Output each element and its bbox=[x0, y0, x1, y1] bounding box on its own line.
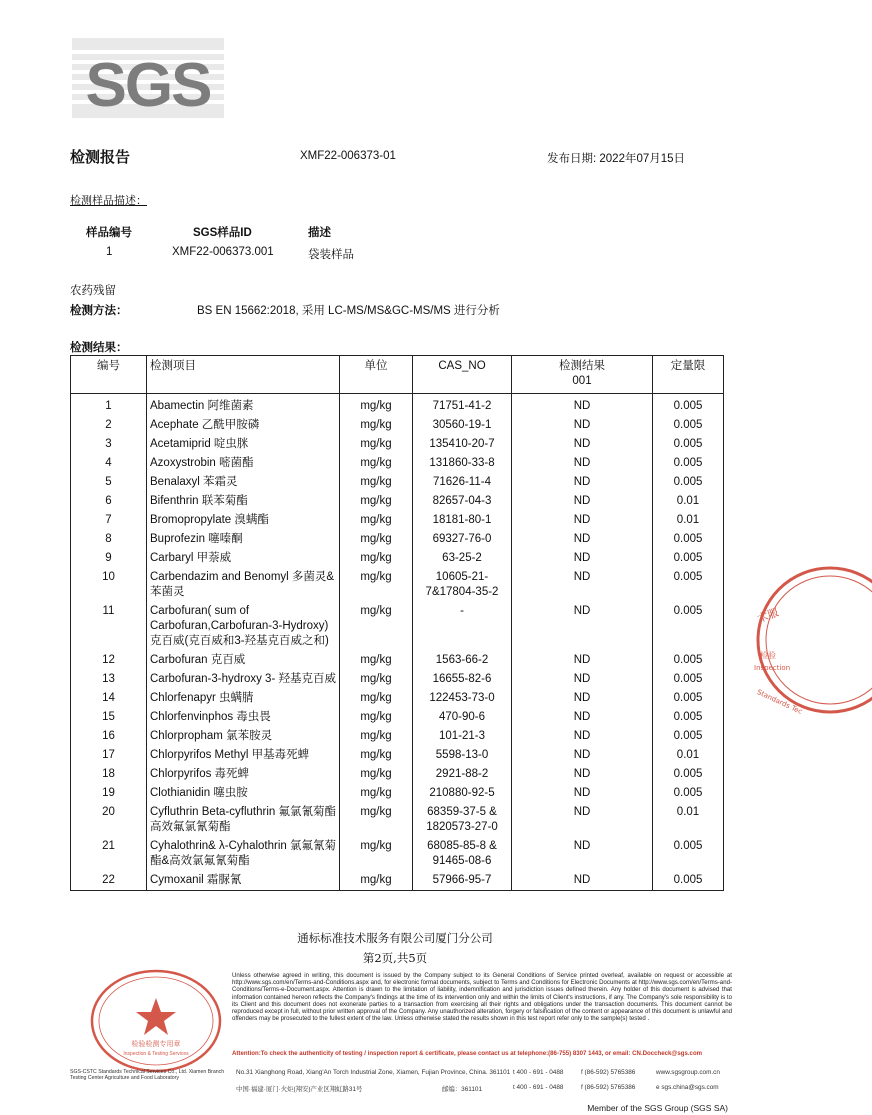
legal-text: Unless otherwise agreed in writing, this document is issued by the Company subject to its General Conditions of Service printed overleaf, available on request or accessible at http://www.sgs.com/en/Terms-and-Conditions.aspx and, for electronic format documents, subject to Terms and Conditions for Electronic Documents at http://www.sgs.com/en/Terms-and-Conditions/Terms-e-Document.aspx. Attention is drawn to the limitation of liability, indemnification and jurisdiction issues defined therein. Any holder of this document is advised that information contained hereon reflects the Company's findings at the time of its intervention only and within the limits of Client's instructions, if any. The Company's sole responsibility is to its Client and this document does not exonerate parties to a transaction from exercising all their rights and obligations under the transaction documents. This document cannot be reproduced except in full, without prior written approval of the Company. Any unauthorized alteration, forgery or falsification of the content or appearance of this document is unlawful and offenders may be prosecuted to the fullest extent of the law. Unless otherwise stated the results shown in this test report refer only to the sample(s) tested . bbox=[232, 972, 732, 1023]
table-row bbox=[71, 727, 724, 746]
row-no: 8 bbox=[71, 530, 147, 549]
result: ND bbox=[512, 837, 653, 871]
table-row bbox=[71, 492, 724, 511]
loq: 0.005 bbox=[653, 394, 724, 417]
row-no: 17 bbox=[71, 746, 147, 765]
result: ND bbox=[512, 727, 653, 746]
row-no: 7 bbox=[71, 511, 147, 530]
row-no: 21 bbox=[71, 837, 147, 871]
row-no: 14 bbox=[71, 689, 147, 708]
loq: 0.005 bbox=[653, 416, 724, 435]
cas-no: 71626-11-4 bbox=[413, 473, 512, 492]
loq: 0.005 bbox=[653, 651, 724, 670]
cas-no: 5598-13-0 bbox=[413, 746, 512, 765]
issue-date: 发布日期: 2022年07月15日 bbox=[547, 153, 686, 165]
row-no: 5 bbox=[71, 473, 147, 492]
cn-address: 中国·福建·厦门·火炬(翔安)产业区翔虹路31号 bbox=[236, 1086, 363, 1093]
loq: 0.005 bbox=[653, 568, 724, 602]
row-no: 20 bbox=[71, 803, 147, 837]
test-item: Cymoxanil 霜脲氰 bbox=[147, 871, 340, 891]
col-header-item: 检测项目 bbox=[147, 356, 340, 394]
footer-cn-line bbox=[70, 1084, 725, 1093]
test-item: Chlorpyrifos Methyl 甲基毒死蜱 bbox=[147, 746, 340, 765]
result: ND bbox=[512, 708, 653, 727]
web: www.sgsgroup.com.cn bbox=[656, 1069, 720, 1076]
row-no: 9 bbox=[71, 549, 147, 568]
unit: mg/kg bbox=[340, 765, 413, 784]
test-item: Azoxystrobin 嘧菌酯 bbox=[147, 454, 340, 473]
test-item: Chlorfenvinphos 毒虫畏 bbox=[147, 708, 340, 727]
test-item: Chlorfenapyr 虫螨腈 bbox=[147, 689, 340, 708]
result: ND bbox=[512, 784, 653, 803]
table-row bbox=[71, 784, 724, 803]
cas-no: 30560-19-1 bbox=[413, 416, 512, 435]
tel-cn: t 400 - 691 - 0488 bbox=[513, 1084, 564, 1091]
cas-no: 68359-37-5 & 1820573-27-0 bbox=[413, 803, 512, 837]
row-no: 12 bbox=[71, 651, 147, 670]
col-header-result: 检测结果 001 bbox=[512, 356, 653, 394]
table-row bbox=[71, 837, 724, 871]
unit: mg/kg bbox=[340, 530, 413, 549]
table-row bbox=[71, 803, 724, 837]
col-header-no: 编号 bbox=[71, 356, 147, 394]
test-item: Carbofuran 克百威 bbox=[147, 651, 340, 670]
loq: 0.005 bbox=[653, 765, 724, 784]
stamp-label: 检验检测专用章 bbox=[131, 1040, 181, 1048]
table-row bbox=[71, 435, 724, 454]
report-number: XMF22-006373-01 bbox=[300, 150, 396, 162]
test-item: Abamectin 阿维菌素 bbox=[147, 394, 340, 417]
method-label: 检测方法： bbox=[70, 303, 128, 317]
result: ND bbox=[512, 765, 653, 784]
table-row bbox=[71, 394, 724, 417]
col-header-unit: 单位 bbox=[340, 356, 413, 394]
unit: mg/kg bbox=[340, 689, 413, 708]
table-row bbox=[71, 765, 724, 784]
en-company: SGS-CSTC Standards Technical Services Co., Ltd. Xiamen Branch Testing Center Agriculture and Food Laboratory bbox=[70, 1069, 225, 1081]
tel: t 400 - 691 - 0488 bbox=[513, 1069, 564, 1076]
loq: 0.005 bbox=[653, 708, 724, 727]
results-label: 检测结果： bbox=[70, 340, 128, 354]
svg-text:检验: 检验 bbox=[760, 651, 776, 660]
results-body bbox=[71, 394, 724, 891]
sample-no-header: 样品编号 bbox=[86, 227, 132, 239]
logo-text: SGS bbox=[85, 51, 211, 120]
cas-no: 63-25-2 bbox=[413, 549, 512, 568]
row-no: 10 bbox=[71, 568, 147, 602]
loq: 0.005 bbox=[653, 837, 724, 871]
unit: mg/kg bbox=[340, 454, 413, 473]
loq: 0.005 bbox=[653, 530, 724, 549]
official-stamp bbox=[88, 968, 224, 1074]
email: e sgs.china@sgs.com bbox=[656, 1084, 719, 1091]
result: ND bbox=[512, 454, 653, 473]
side-stamp bbox=[752, 558, 804, 723]
en-address: No.31 Xianghong Road, Xiang'An Torch Industrial Zone, Xiamen, Fujian Province, China. 361101 bbox=[236, 1069, 511, 1076]
unit: mg/kg bbox=[340, 435, 413, 454]
unit: mg/kg bbox=[340, 837, 413, 871]
row-no: 2 bbox=[71, 416, 147, 435]
method-value: BS EN 15662:2018, 采用 LC-MS/MS&GC-MS/MS 进行分析 bbox=[197, 305, 500, 317]
loq: 0.005 bbox=[653, 670, 724, 689]
row-no: 6 bbox=[71, 492, 147, 511]
company-name: 通标标准技术服务有限公司厦门分公司 bbox=[297, 931, 493, 945]
result: ND bbox=[512, 530, 653, 549]
loq: 0.005 bbox=[653, 602, 724, 651]
unit: mg/kg bbox=[340, 871, 413, 891]
member-note: Member of the SGS Group (SGS SA) bbox=[587, 1103, 728, 1113]
description-value: 袋装样品 bbox=[308, 249, 354, 261]
table-row bbox=[71, 416, 724, 435]
loq: 0.005 bbox=[653, 549, 724, 568]
table-row bbox=[71, 651, 724, 670]
col-header-loq: 定量限 bbox=[653, 356, 724, 394]
unit: mg/kg bbox=[340, 492, 413, 511]
cas-no: 16655-82-6 bbox=[413, 670, 512, 689]
loq: 0.01 bbox=[653, 746, 724, 765]
table-row bbox=[71, 602, 724, 651]
cas-no: 101-21-3 bbox=[413, 727, 512, 746]
row-no: 18 bbox=[71, 765, 147, 784]
description-header: 描述 bbox=[308, 227, 331, 239]
sgs-logo bbox=[72, 38, 224, 118]
stamp-en: Inspection & Testing Services bbox=[123, 1051, 189, 1057]
svg-text:Standards Tec: Standards Tec bbox=[755, 688, 804, 716]
unit: mg/kg bbox=[340, 651, 413, 670]
result: ND bbox=[512, 746, 653, 765]
cas-no: 1563-66-2 bbox=[413, 651, 512, 670]
result: ND bbox=[512, 689, 653, 708]
cas-no: 69327-76-0 bbox=[413, 530, 512, 549]
cas-no: 71751-41-2 bbox=[413, 394, 512, 417]
table-row bbox=[71, 871, 724, 891]
cas-no: 135410-20-7 bbox=[413, 435, 512, 454]
test-item: Acetamiprid 啶虫脒 bbox=[147, 435, 340, 454]
unit: mg/kg bbox=[340, 803, 413, 837]
table-row bbox=[71, 689, 724, 708]
page-indicator: 第2页,共5页 bbox=[362, 951, 428, 965]
table-row bbox=[71, 454, 724, 473]
result: ND bbox=[512, 871, 653, 891]
unit: mg/kg bbox=[340, 708, 413, 727]
row-no: 15 bbox=[71, 708, 147, 727]
authenticity-notice: Attention:To check the authenticity of testing / inspection report & certificate, please contact us at telephone:(86-755) 8307 1443, or email: CN.Doccheck@sgs.com bbox=[232, 1050, 703, 1057]
loq: 0.005 bbox=[653, 473, 724, 492]
unit: mg/kg bbox=[340, 784, 413, 803]
unit: mg/kg bbox=[340, 549, 413, 568]
result: ND bbox=[512, 394, 653, 417]
svg-text:术服: 术服 bbox=[755, 605, 781, 626]
test-item: Chlorpyrifos 毒死蜱 bbox=[147, 765, 340, 784]
cas-no: 18181-80-1 bbox=[413, 511, 512, 530]
fax-cn: f (86-592) 5765386 bbox=[581, 1084, 636, 1091]
cas-no: 10605-21-7&17804-35-2 bbox=[413, 568, 512, 602]
cas-no: 57966-95-7 bbox=[413, 871, 512, 891]
cas-no: 68085-85-8 & 91465-08-6 bbox=[413, 837, 512, 871]
result: ND bbox=[512, 549, 653, 568]
unit: mg/kg bbox=[340, 746, 413, 765]
sample-description-label: 检测样品描述： bbox=[70, 194, 147, 207]
test-item: Cyhalothrin& λ-Cyhalothrin 氯氟氰菊酯&高效氯氟氰菊酯 bbox=[147, 837, 340, 871]
test-item: Buprofezin 噻嗪酮 bbox=[147, 530, 340, 549]
loq: 0.01 bbox=[653, 511, 724, 530]
loq: 0.005 bbox=[653, 784, 724, 803]
unit: mg/kg bbox=[340, 670, 413, 689]
test-item: Carbofuran( sum of Carbofuran,Carbofuran-3-Hydroxy) 克百威(克百威和3-羟基克百威之和) bbox=[147, 602, 340, 651]
sgs-sample-id-header: SGS样品ID bbox=[193, 227, 252, 239]
loq: 0.01 bbox=[653, 803, 724, 837]
unit: mg/kg bbox=[340, 416, 413, 435]
test-item: Acephate 乙酰甲胺磷 bbox=[147, 416, 340, 435]
row-no: 1 bbox=[71, 394, 147, 417]
footer-en-line bbox=[70, 1069, 725, 1081]
results-header-row bbox=[71, 356, 724, 394]
table-row bbox=[71, 473, 724, 492]
unit: mg/kg bbox=[340, 568, 413, 602]
table-row bbox=[71, 708, 724, 727]
loq: 0.005 bbox=[653, 454, 724, 473]
fax: f (86-592) 5765386 bbox=[581, 1069, 636, 1076]
test-item: Benalaxyl 苯霜灵 bbox=[147, 473, 340, 492]
result: ND bbox=[512, 511, 653, 530]
result: ND bbox=[512, 651, 653, 670]
cas-no: 131860-33-8 bbox=[413, 454, 512, 473]
unit: mg/kg bbox=[340, 511, 413, 530]
test-item: Bifenthrin 联苯菊酯 bbox=[147, 492, 340, 511]
result: ND bbox=[512, 473, 653, 492]
svg-text:Inspection: Inspection bbox=[754, 664, 791, 672]
result: ND bbox=[512, 435, 653, 454]
cas-no: 470-90-6 bbox=[413, 708, 512, 727]
sample-no-value: 1 bbox=[106, 246, 113, 258]
table-row bbox=[71, 670, 724, 689]
unit: mg/kg bbox=[340, 602, 413, 651]
result: ND bbox=[512, 416, 653, 435]
table-row bbox=[71, 511, 724, 530]
row-no: 4 bbox=[71, 454, 147, 473]
cas-no: 2921-88-2 bbox=[413, 765, 512, 784]
test-item: Chlorpropham 氯苯胺灵 bbox=[147, 727, 340, 746]
loq: 0.01 bbox=[653, 492, 724, 511]
cas-no: - bbox=[413, 602, 512, 651]
test-item: Clothianidin 噻虫胺 bbox=[147, 784, 340, 803]
cas-no: 122453-73-0 bbox=[413, 689, 512, 708]
report-title: 检测报告 bbox=[70, 148, 131, 166]
table-row bbox=[71, 549, 724, 568]
table-row bbox=[71, 568, 724, 602]
result: ND bbox=[512, 492, 653, 511]
result: ND bbox=[512, 568, 653, 602]
test-item: Bromopropylate 溴螨酯 bbox=[147, 511, 340, 530]
unit: mg/kg bbox=[340, 394, 413, 417]
unit: mg/kg bbox=[340, 473, 413, 492]
results-table bbox=[70, 355, 724, 891]
test-item: Carbofuran-3-hydroxy 3- 羟基克百威 bbox=[147, 670, 340, 689]
table-row bbox=[71, 746, 724, 765]
row-no: 22 bbox=[71, 871, 147, 891]
loq: 0.005 bbox=[653, 435, 724, 454]
cas-no: 82657-04-3 bbox=[413, 492, 512, 511]
result: ND bbox=[512, 670, 653, 689]
col-header-cas: CAS_NO bbox=[413, 356, 512, 394]
table-row bbox=[71, 530, 724, 549]
row-no: 13 bbox=[71, 670, 147, 689]
loq: 0.005 bbox=[653, 871, 724, 891]
row-no: 16 bbox=[71, 727, 147, 746]
row-no: 19 bbox=[71, 784, 147, 803]
result: ND bbox=[512, 803, 653, 837]
test-item: Cyfluthrin Beta-cyfluthrin 氟氯氰菊酯 高效氟氯氰菊酯 bbox=[147, 803, 340, 837]
sgs-sample-id-value: XMF22-006373.001 bbox=[172, 246, 274, 258]
result: ND bbox=[512, 602, 653, 651]
test-category: 农药残留 bbox=[70, 283, 116, 297]
test-item: Carbaryl 甲萘威 bbox=[147, 549, 340, 568]
row-no: 11 bbox=[71, 602, 147, 651]
test-item: Carbendazim and Benomyl 多菌灵&苯菌灵 bbox=[147, 568, 340, 602]
cas-no: 210880-92-5 bbox=[413, 784, 512, 803]
unit: mg/kg bbox=[340, 727, 413, 746]
postcode: 邮编：361101 bbox=[442, 1086, 483, 1093]
row-no: 3 bbox=[71, 435, 147, 454]
loq: 0.005 bbox=[653, 689, 724, 708]
loq: 0.005 bbox=[653, 727, 724, 746]
